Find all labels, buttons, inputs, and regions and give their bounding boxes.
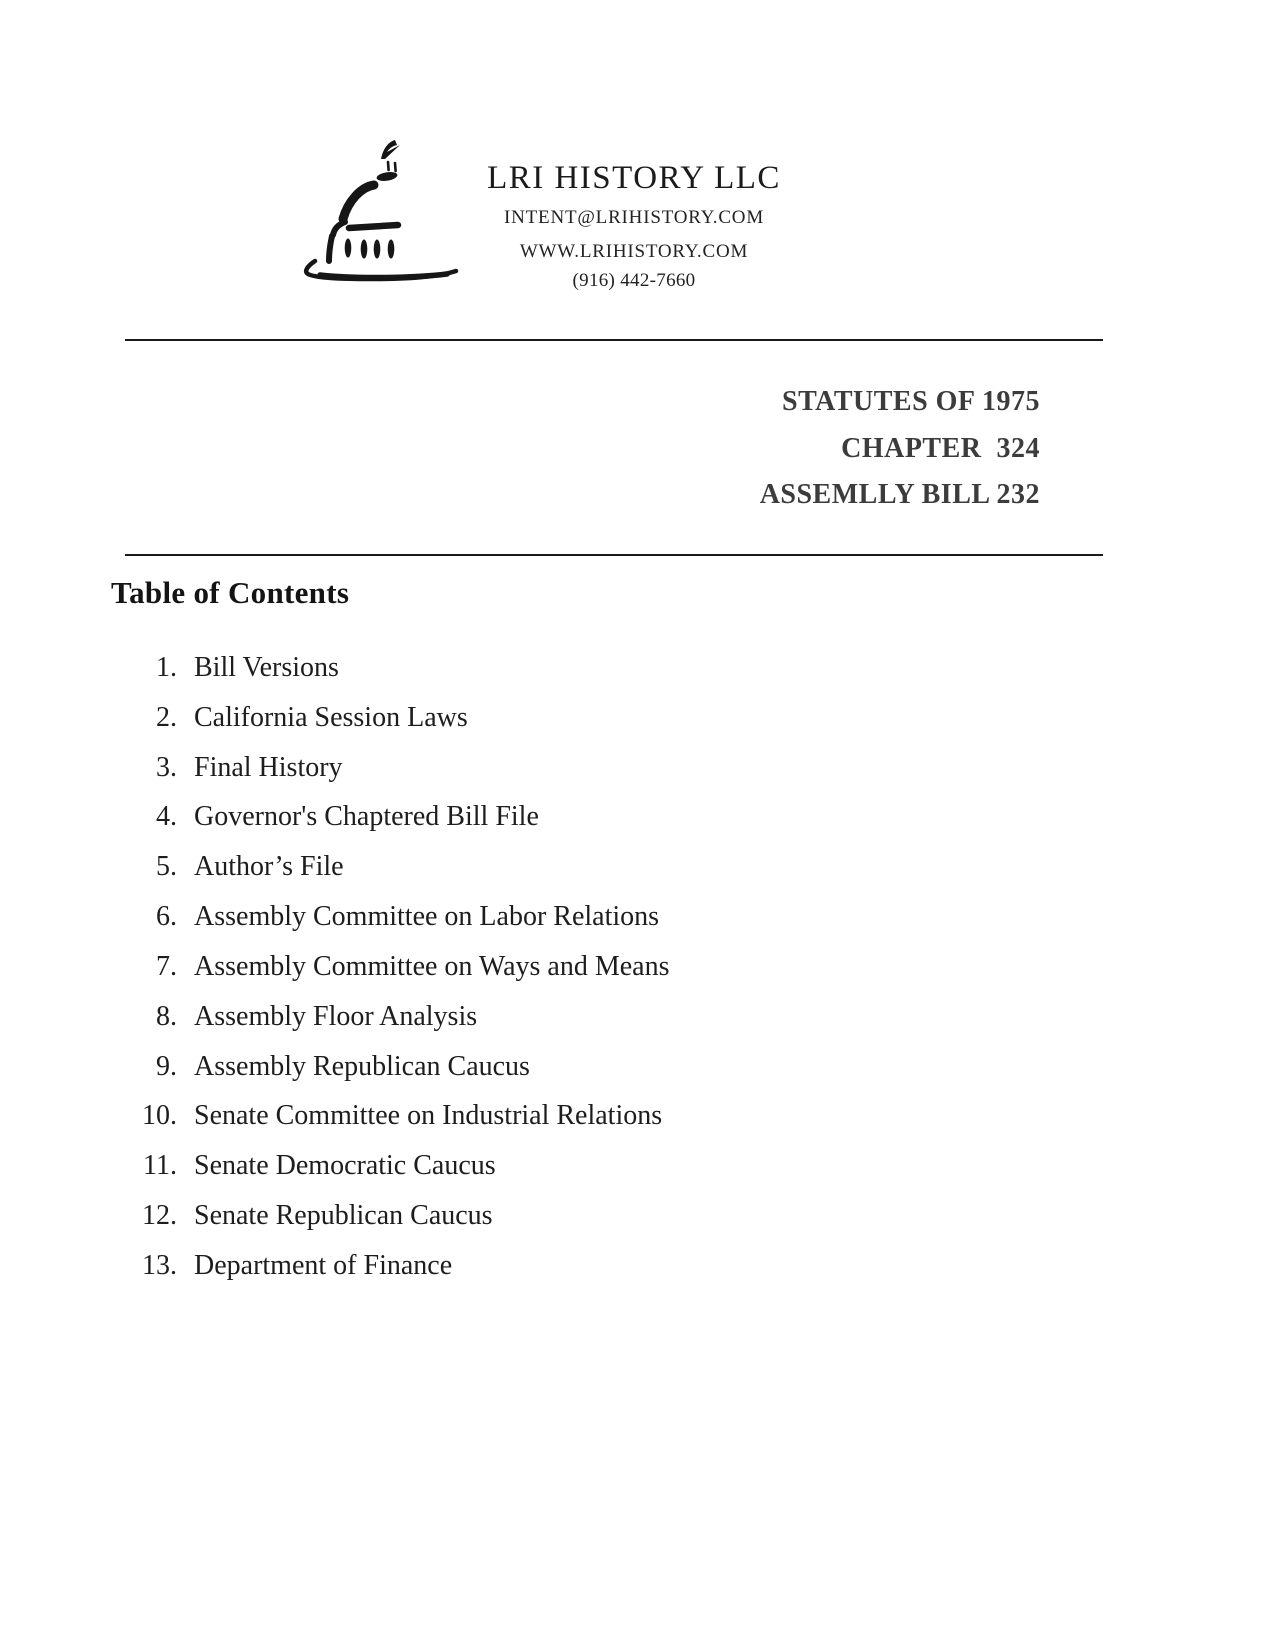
assembly-bill-line: ASSEMLLY BILL 232 [759,479,1040,510]
toc-item [118,792,670,842]
toc-item [118,643,670,693]
toc-item-label: Department of Finance [194,1249,453,1281]
toc-item-number: 11. [143,1150,177,1182]
reference-block [760,379,1040,519]
toc-heading: Table of Contents [111,575,350,610]
statutes-line: STATUTES OF 1975 [782,386,1040,417]
toc-item-number: 2. [156,701,177,733]
toc-item-number: 3. [156,751,177,783]
toc-list [118,643,670,1291]
toc-item-label: Governor's Chaptered Bill File [194,801,539,833]
toc-item-label: Senate Committee on Industrial Relations [194,1100,663,1132]
toc-item [118,693,670,743]
toc-item [118,1091,670,1141]
toc-item [118,892,670,942]
toc-item-label: Assembly Committee on Labor Relations [194,901,660,933]
toc-item-number: 8. [156,1000,177,1032]
toc-item-label: Final History [194,751,343,783]
toc-item-number: 9. [156,1050,177,1082]
toc-item [118,1191,670,1241]
company-name: LRI HISTORY LLC [487,160,781,196]
toc-item-number: 7. [156,950,177,982]
toc-item-number: 4. [156,801,177,833]
toc-item-number: 5. [156,851,177,883]
chapter-line: CHAPTER 324 [841,432,1040,464]
toc-item [118,992,670,1042]
company-phone: (916) 442-7660 [572,270,696,291]
toc-item-label: Assembly Committee on Ways and Means [194,950,670,982]
company-website: WWW.LRIHISTORY.COM [519,241,749,262]
toc-item [118,1141,670,1191]
toc-item [118,1241,670,1291]
toc-item-number: 12. [142,1200,177,1232]
toc-item [118,743,670,793]
toc-item-label: Assembly Republican Caucus [194,1050,530,1082]
toc-item-label: Senate Republican Caucus [194,1200,493,1232]
divider-top [125,339,1103,341]
toc-item-number: 6. [156,901,177,933]
toc-item-label: Bill Versions [194,652,339,683]
divider-bottom [125,554,1103,556]
company-email: INTENT@LRIHISTORY.COM [503,207,765,228]
toc-item-label: Assembly Floor Analysis [194,1000,478,1032]
toc-item-number: 10. [142,1100,177,1132]
toc-item-number: 13. [142,1249,177,1281]
toc-item-number: 1. [156,652,177,683]
toc-item-label: Senate Democratic Caucus [194,1150,496,1182]
toc-item [118,942,670,992]
toc-item [118,842,670,892]
toc-item-label: Author’s File [194,851,344,883]
toc-item-label: California Session Laws [194,701,468,733]
toc-item [118,1042,670,1092]
